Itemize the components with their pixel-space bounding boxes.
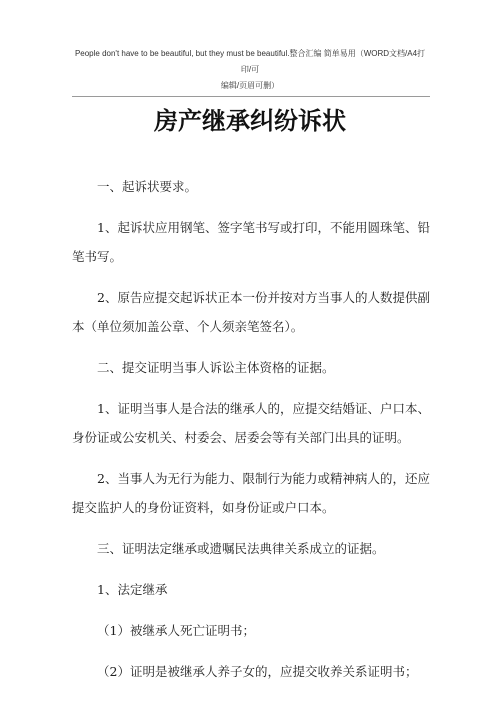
paragraph: 2、当事人为无行为能力、限制行为能力或精神病人的，还应提交监护人的身份证资料，如身份证或户口本。 — [72, 471, 430, 515]
paragraph: 1、证明当事人是合法的继承人的，应提交结婚证、户口本、身份证或公安机关、村委会、居委会等有关部门出具的证明。 — [72, 401, 430, 445]
section-heading-1: 一、起诉状要求。 — [97, 179, 198, 194]
header-line-2: 编辑/页眉可删） — [220, 81, 280, 90]
list-item: （2）证明是被继承人养子女的，应提交收养关系证明书； — [97, 664, 418, 679]
document-body — [72, 172, 430, 686]
paragraph: 1、起诉状应用钢笔、签字笔书写或打印，不能用圆珠笔、铅笔书写。 — [72, 220, 430, 264]
section-heading-3: 三、证明法定继承或遗嘱民法典律关系成立的证据。 — [97, 541, 385, 556]
page-header — [70, 46, 430, 94]
section-heading-2: 二、提交证明当事人诉讼主体资格的证据。 — [97, 360, 335, 375]
document-title: 房产继承纠纷诉状 — [154, 107, 346, 135]
paragraph: 2、原告应提交起诉状正本一份并按对方当事人的人数提供副本（单位须加盖公章、个人须亲笔签名）。 — [72, 290, 430, 334]
header-divider — [72, 96, 430, 97]
header-line-1: People don't have to be beautiful, but they must be beautiful.整合汇编 简单易用（WORD文档/A4打印/可 — [74, 49, 426, 74]
list-item: （1）被继承人死亡证明书； — [97, 623, 255, 638]
subheading: 1、法定继承 — [97, 582, 168, 597]
